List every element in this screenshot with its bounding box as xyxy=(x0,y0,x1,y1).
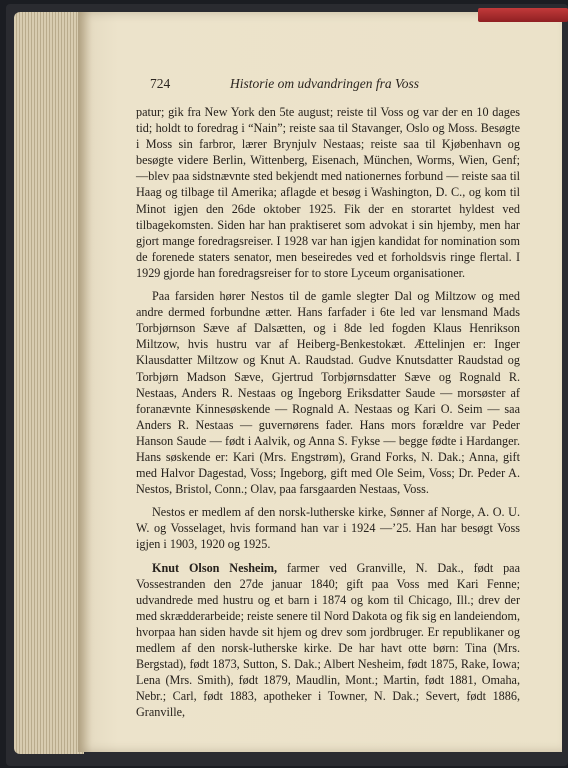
running-title: Historie om udvandringen fra Voss xyxy=(230,76,419,91)
paragraph-text: patur; gik fra New York den 5te august; reiste til Voss og var der en 10 dages tid; holdt to foredrag i “Nain”; reiste saa til Stavanger, Oslo og Moss. Besøgte i Moss sin farbror, lærer Brynjulv Nestaas; reiste saa til Kjøbenhavn og besøgte videre Berlin, Wittenberg, Eisenach, München, Worms, Wien, Genf; —blev paa sidstnævnte sted bekjendt med nationernes forbund — reiste saa til Haag og tilbage til Amerika; aflagde et besøg i Washington, D. C., og kom til Minot igjen den 26de oktober 1925. Fik der en storartet hyldest ved tilbagekomsten. Siden har han praktiseret som advokat i sin hjemby, men har gjort mange foredragsreiser. I 1928 var han igjen kandidat for nomination som de forenede staters senator, men beseiredes ved et forholdsvis ringe flertal. I 1929 gjorde han foredragsreiser for to store Lyceum organisationer. xyxy=(136,105,520,280)
paragraph-text: Nestos er medlem af den norsk-lutherske kirke, Sønner af Norge, A. O. U. W. og Vosselaget, hvis formand han var i 1924 —’25. Han har besøgt Voss igjen i 1903, 1920 og 1925. xyxy=(136,505,520,552)
page-number: 724 xyxy=(150,76,171,91)
paragraph xyxy=(136,504,520,552)
page-edges xyxy=(14,12,84,754)
page-header xyxy=(150,76,520,96)
paragraph xyxy=(136,288,520,497)
entry-name: Knut Olson Nesheim, xyxy=(152,560,278,575)
paragraph-text: farmer ved Granville, N. Dak., født paa Vossestranden den 27de januar 1840; gift paa Voss med Kari Fenne; udvandrede med hustru og et barn i 1874 og kom til Chicago, Ill.; drev der med skrædderarbeide; reiste senere til Nord Dakota og fik sig en landeiendom, hvorpaa han siden havde sit hjem og drev som jordbruger. Er republikaner og medlem af den norsk-lutherske kirke. De har havt otte børn: Tina (Mrs. Bergstad), født 1873, Sutton, S. Dak.; Albert Nesheim, født 1875, Rake, Iowa; Lena (Mrs. Smith), født 1879, Maudlin, Mont.; Martin, født 1881, Omaha, Nebr.; Carl, født 1883, apotheker i Towner, N. Dak.; Severt, født 1886, Granville, xyxy=(136,560,520,720)
paragraph-text: Paa farsiden hører Nestos til de gamle slegter Dal og Miltzow og med andre dermed forbundne ætter. Hans farfader i 6te led var lensmand Mads Torbjørnson Sæve af Dalsætten, og i 8de led fogden Klaus Henrikson Miltzow, hvis hustru var af Heiberg-Benkestokæt. Ættelinjen er: Inger Klausdatter Miltzow og Knut A. Raudstad. Gudve Knutsdatter Raudstad og Torbjørn Madson Sæve, Gjertrud Torbjørnsdatter Sæve og Rognald R. Nestaas, Anders R. Nestaas og Ingeborg Eriksdatter Saude — morsøster af foranævnte Kinnesøskende — Rognald A. Nestaas og Kari O. Seim — saa Anders R. Nestaas — guvernørens fader. Hans mors forældre var Peder Hanson Saude — født i Aalvik, og Anna S. Fykse — begge fødte i Hardanger. Hans søskende er: Kari (Mrs. Engstrøm), Grand Forks, N. Dak.; Anna, gift med Halvor Dagestad, Voss; Ingeborg, gift med Ole Seim, Voss; Dr. Peder A. Nestos, Bristol, Conn.; Olav, paa farsgaarden Nestaas, Voss. xyxy=(136,289,520,497)
body-text xyxy=(136,104,520,720)
paragraph xyxy=(136,560,520,721)
bookmark-ribbon xyxy=(478,8,568,22)
paragraph xyxy=(136,104,520,281)
